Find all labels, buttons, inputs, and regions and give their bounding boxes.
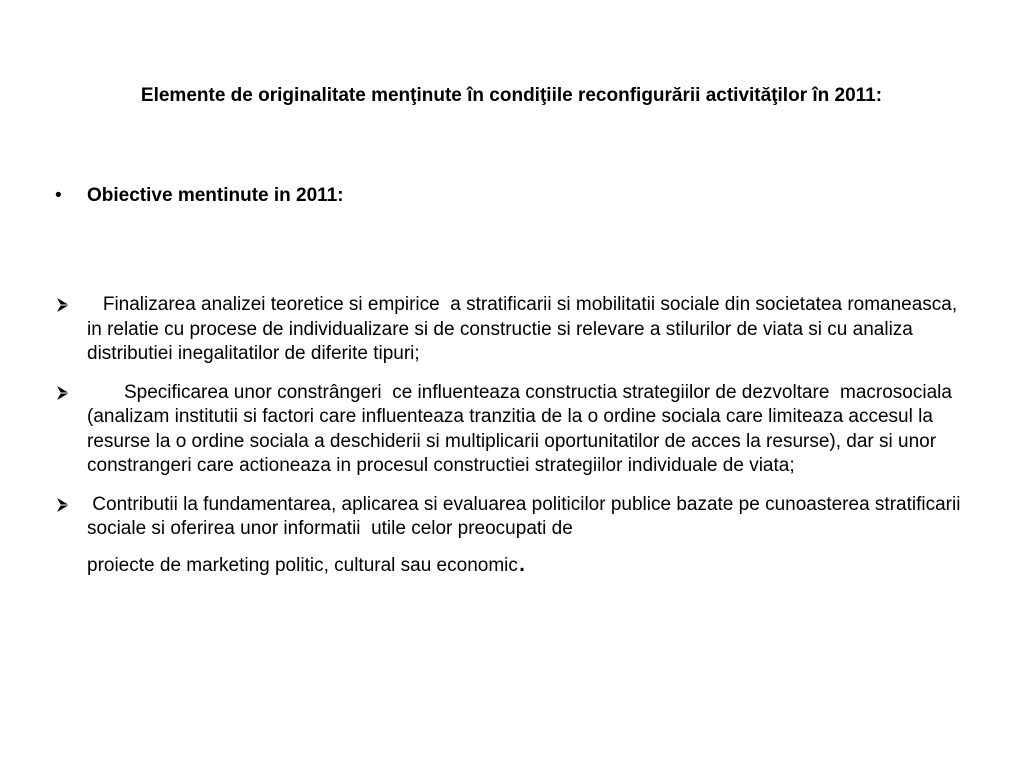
bullet-dot-icon: • (55, 185, 62, 206)
list-item (55, 293, 975, 367)
subheading-text: Obiective mentinute in 2011: (87, 185, 344, 206)
arrow-bullet-icon (55, 493, 75, 517)
list-item (55, 381, 975, 479)
list-item-text: Specificarea unor constrângeri ce influenteaza constructia strategiilor de dezvoltare macrosociala (analizam institutii si factori care influenteaza tranzitia de la o ordine sociala care limiteaza accesul la resurse la o ordine sociala a deschiderii si multiplicarii oportunitatilor de acces la resurse), dar si unor constrangeri care actioneaza in procesul constructiei strategiilor individuale de viata; (87, 381, 963, 476)
objectives-list (55, 293, 975, 592)
list-item-text-end (87, 544, 975, 579)
period-mark: . (517, 544, 527, 578)
slide-title: Elemente de originalitate menţinute în condiţiile reconfigurării activităţilor în 2011: (140, 85, 883, 106)
arrow-bullet-icon (55, 381, 75, 405)
arrow-bullet-icon (55, 293, 75, 317)
list-item (55, 493, 975, 579)
list-item-text: Contributii la fundamentarea, aplicarea si evaluarea politicilor publice bazate pe cunoasterea stratificarii sociale si oferirea unor informatii utile celor preocupati de (87, 493, 966, 539)
list-item-text-end-words: proiecte de marketing politic, cultural sau economic (87, 554, 518, 576)
list-item-text: Finalizarea analizei teoretice si empirice a stratificarii si mobilitatii sociale din societatea romaneasca, in relatie cu procese de individualizare si de constructie si relevare a stilurilor de viata si cu analiza distributiei inegalitatilor de diferite tipuri; (87, 294, 963, 364)
